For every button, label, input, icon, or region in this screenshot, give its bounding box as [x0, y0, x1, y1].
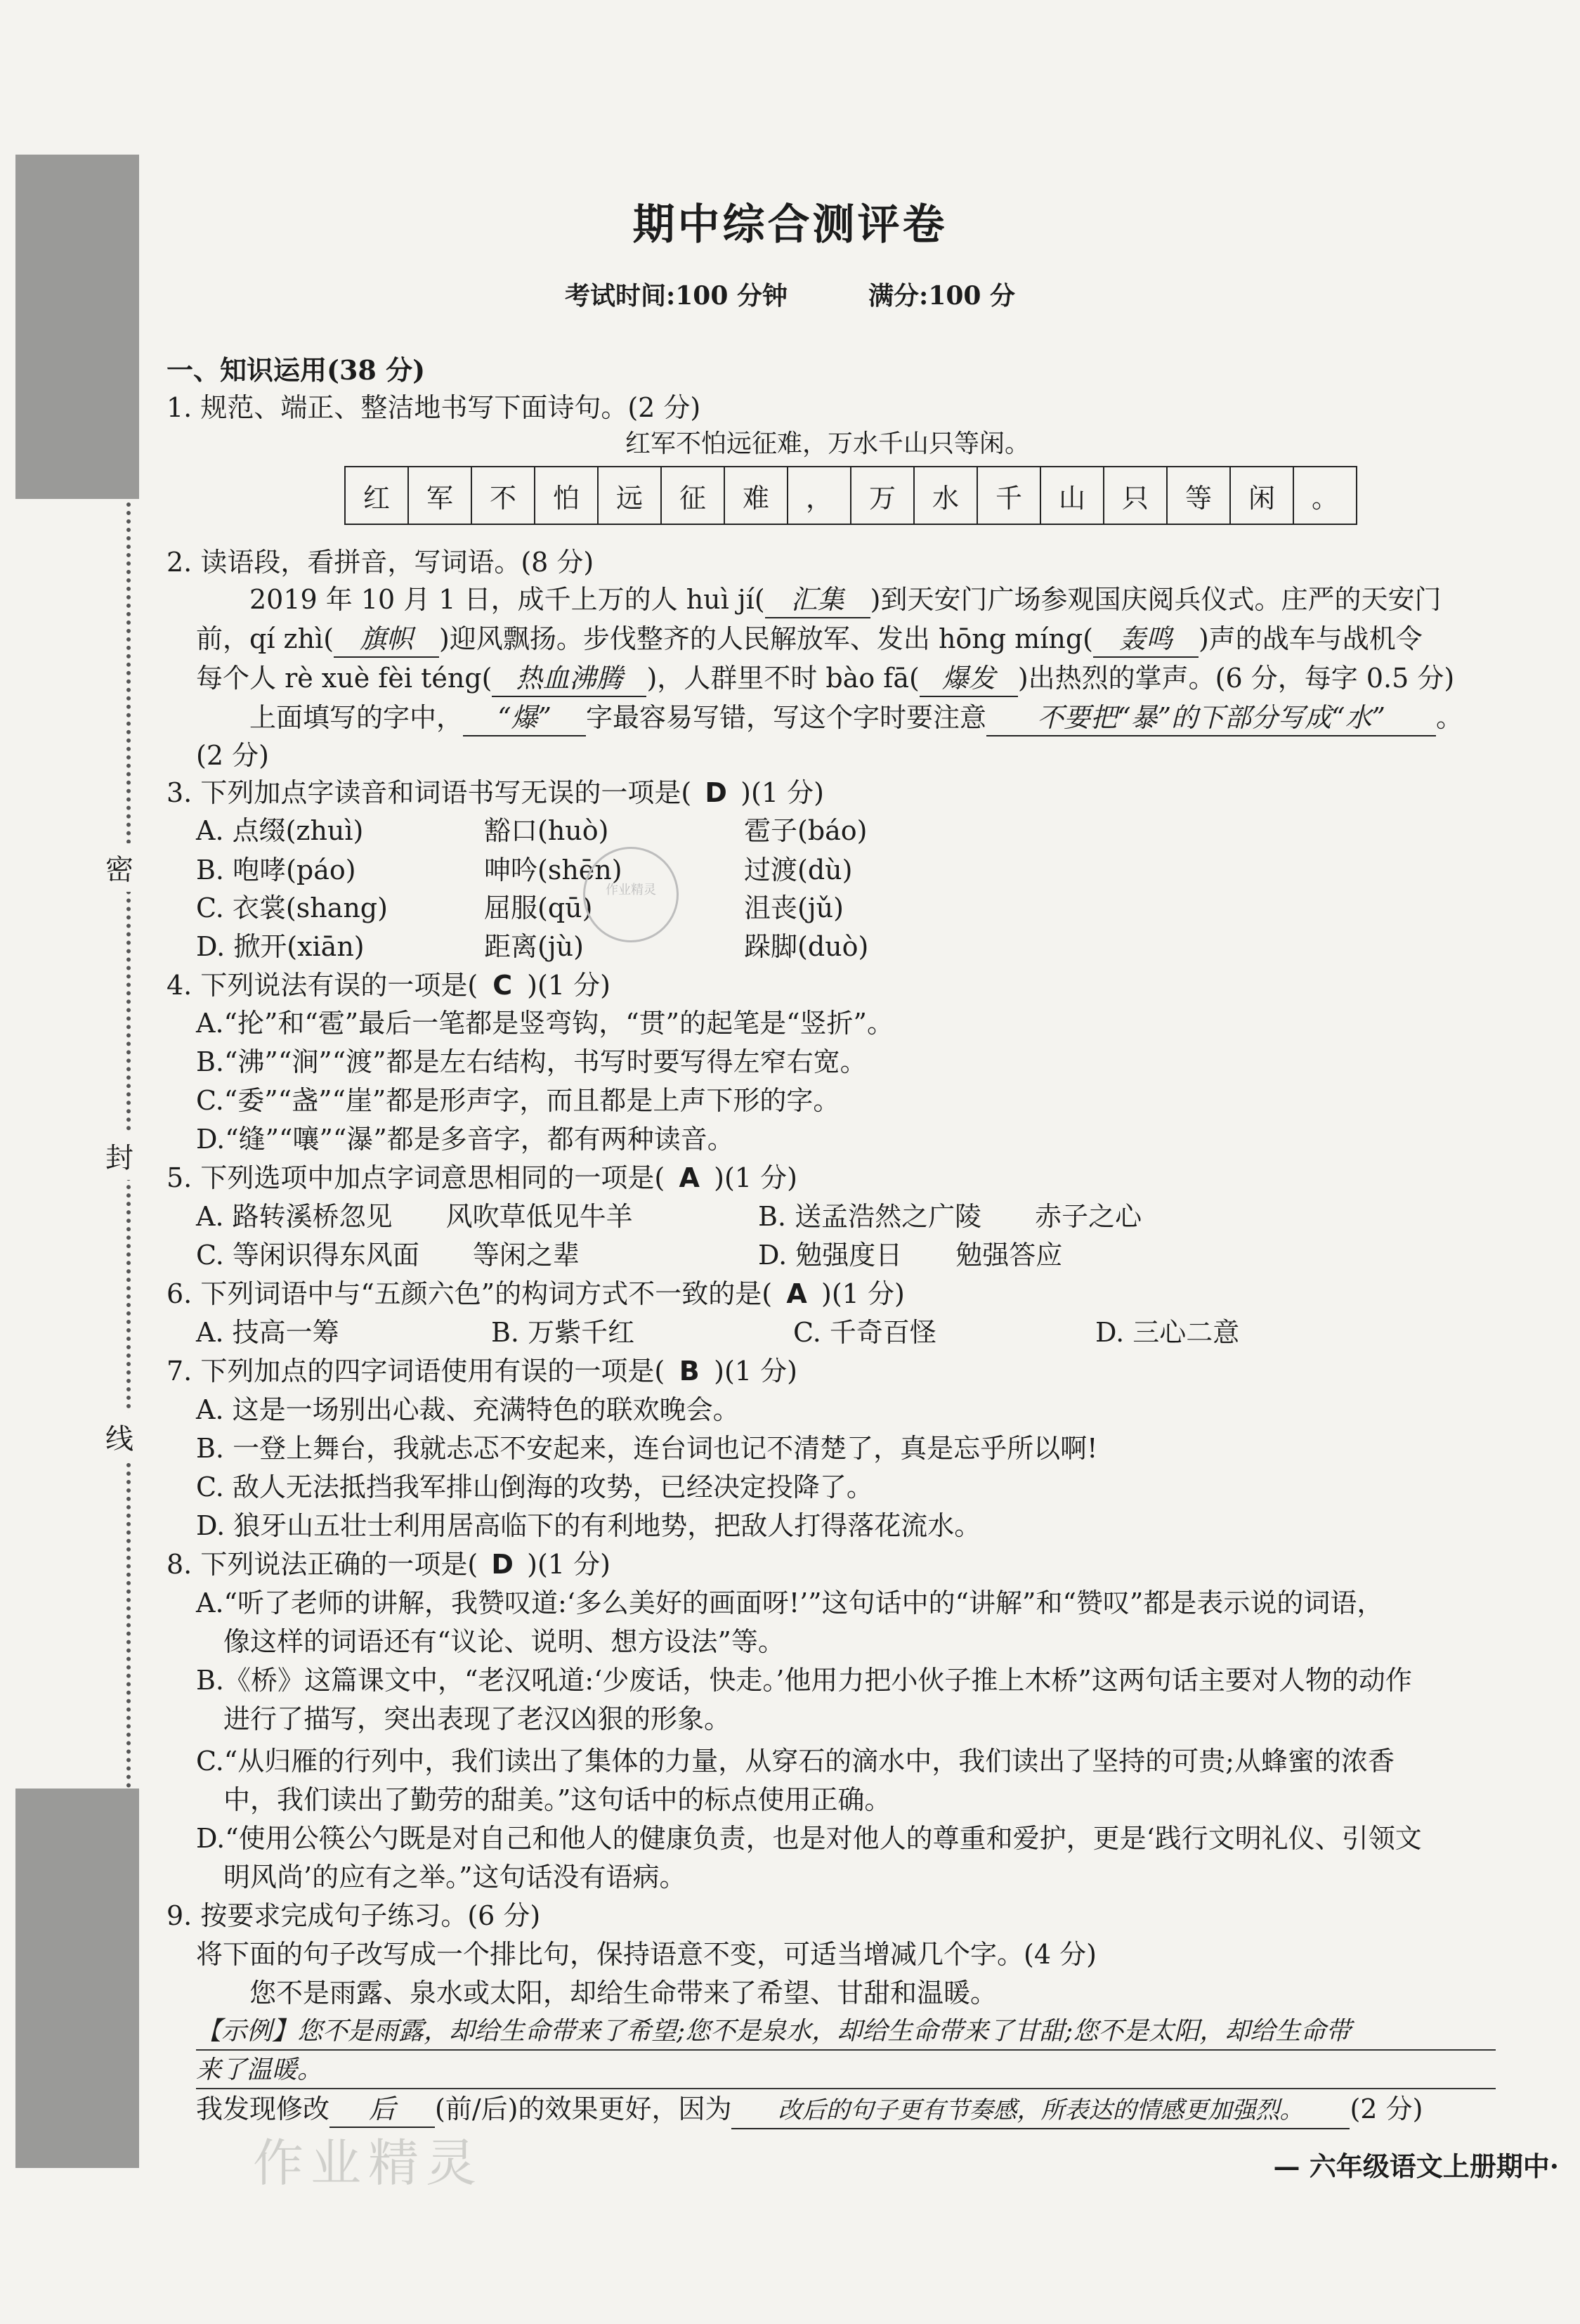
q8-opt-b-line1: B.《桥》这篇课文中，“老汉吼道:‘少废话，快走。’他用力把小伙子推上木桥”这两句话主要对人物的动作 — [196, 1665, 1412, 1696]
watermark-stamp: 作业精灵 — [583, 847, 679, 942]
poem-grid-cell: 水 — [915, 467, 978, 524]
binding-char-feng: 封 — [105, 1131, 133, 1180]
q2-answer-6: “爆” — [463, 700, 586, 736]
q6-options: A. 技高一筹 B. 万紫千红 C. 千奇百怪 D. 三心二意 — [196, 1317, 1240, 1348]
q7-answer: B — [679, 1356, 700, 1387]
q7-opt-a: A. 这是一场别出心裁、充满特色的联欢晚会。 — [196, 1394, 740, 1425]
q5-stem: 5. 下列选项中加点字词意思相同的一项是( A )(1 分) — [167, 1160, 797, 1195]
answer-rule-2 — [196, 2088, 1496, 2089]
exam-score: 满分:100 分 — [868, 281, 1016, 311]
poem-grid-cell: 征 — [662, 467, 725, 524]
poem-grid-cell: 怕 — [535, 467, 599, 524]
q2-answer-7: 不要把“暴”的下部分写成“水” — [986, 700, 1436, 736]
q4-opt-d: D.“缝”“嚷”“瀑”都是多音字，都有两种读音。 — [196, 1124, 734, 1155]
q2-answer-5: 爆发 — [920, 661, 1018, 697]
q8-opt-d-line2: 明风尚’的应有之举。”这句话没有语病。 — [223, 1862, 686, 1893]
q5-row2: C. 等闲识得东风面 等闲之辈 D. 勉强度日 勉强答应 — [196, 1240, 1063, 1271]
q7-stem: 7. 下列加点的四字词语使用有误的一项是( B )(1 分) — [167, 1353, 797, 1389]
q2-answer-1: 汇集 — [765, 582, 870, 618]
q2-line4: 上面填写的字中， “爆” 字最容易写错，写这个字时要注意 不要把“暴”的下部分写成“水” 。 — [249, 700, 1463, 736]
exam-meta — [0, 276, 1580, 312]
q9-example-line1: 【示例】您不是雨露，却给生命带来了希望;您不是泉水，却给生命带来了甘甜;您不是太阳，却给生命带 — [196, 2017, 1352, 2046]
poem-grid-cell: ， — [788, 467, 851, 524]
q2-answer-2: 旗帜 — [334, 621, 439, 658]
page-footer: — 六年级语文上册期中· — [1273, 2150, 1559, 2182]
q9-instruction: 将下面的句子改写成一个排比句，保持语意不变，可适当增减几个字。(4 分) — [196, 1939, 1097, 1970]
q2-line2: 前，qí zhì( 旗帜 )迎风飘扬。步伐整齐的人民解放军、发出 hōng míng( 轰鸣 )声的战车与战机令 — [196, 621, 1423, 658]
poem-grid-cell: 难 — [725, 467, 788, 524]
poem-grid-cell: 。 — [1311, 482, 1338, 514]
q4-opt-b: B.“沸”“涧”“渡”都是左右结构，书写时要写得左窄右宽。 — [196, 1046, 867, 1077]
poem-grid-cell: 军 — [409, 467, 472, 524]
q8-opt-a-line2: 像这样的词语还有“议论、说明、想方设法”等。 — [223, 1626, 785, 1657]
q8-opt-c-line2: 中，我们读出了勤劳的甜美。”这句话中的标点使用正确。 — [223, 1784, 892, 1815]
q9-answer-choice: 后 — [329, 2091, 435, 2128]
q8-stem: 8. 下列说法正确的一项是( D )(1 分) — [167, 1547, 611, 1582]
binding-char-xian: 线 — [105, 1413, 133, 1461]
q3-opt-a: A. 点缀(zhuì) 豁口(huò) 雹子(báo) — [196, 815, 868, 846]
q3-opt-c: C. 衣裳(shang) 屈服(qū) 沮丧(jǔ) — [196, 892, 844, 923]
section-heading: 一、知识运用(38 分) — [167, 354, 426, 386]
q7-opt-c: C. 敌人无法抵挡我军排山倒海的攻势，已经决定投降了。 — [196, 1472, 873, 1502]
q8-opt-c-line1: C.“从归雁的行列中，我们读出了集体的力量，从穿石的滴水中，我们读出了坚持的可贵;从蜂蜜的浓香 — [196, 1746, 1395, 1777]
poem-grid-cell: 山 — [1041, 467, 1104, 524]
q8-answer: D — [491, 1549, 514, 1580]
poem-grid-cell: 万 — [851, 467, 915, 524]
q2-line5: (2 分) — [196, 740, 269, 771]
page-title: 期中综合测评卷 — [632, 200, 948, 249]
q6-stem: 6. 下列词语中与“五颜六色”的构词方式不一致的是( A )(1 分) — [167, 1276, 905, 1311]
poem-grid-cell: 闲 — [1231, 467, 1294, 524]
q1-stem: 1. 规范、端正、整洁地书写下面诗句。(2 分) — [167, 392, 701, 423]
q3-opt-d: D. 掀开(xiān) 距离(jù) 跺脚(duò) — [196, 931, 869, 962]
q3-opt-b: B. 咆哮(páo) 呻吟(shēn) 过渡(dù) — [196, 855, 853, 885]
answer-rule-1 — [196, 2049, 1496, 2051]
q9-final-line: 我发现修改 后 (前/后)的效果更好，因为 改后的句子更有节奏感，所表达的情感更加强烈。 (2 分) — [196, 2091, 1423, 2129]
q2-stem: 2. 读语段，看拼音，写词语。(8 分) — [167, 547, 594, 578]
poem-grid-cell: 只 — [1104, 467, 1168, 524]
q9-stem: 9. 按要求完成句子练习。(6 分) — [167, 1900, 541, 1931]
q6-answer: A — [786, 1278, 807, 1309]
q4-stem: 4. 下列说法有误的一项是( C )(1 分) — [167, 968, 611, 1003]
exam-time: 考试时间:100 分钟 — [564, 281, 788, 311]
q2-line1: 2019 年 10 月 1 日，成千上万的人 huì jí( 汇集 )到天安门广场参观国庆阅兵仪式。庄严的天安门 — [249, 582, 1441, 618]
q8-opt-d-line1: D.“使用公筷公勺既是对自己和他人的健康负责，也是对他人的尊重和爱护，更是‘践行文明礼仪、引领文 — [196, 1823, 1422, 1854]
binding-char-mi: 密 — [105, 843, 133, 892]
q9-sentence: 您不是雨露、泉水或太阳，却给生命带来了希望、甘甜和温暖。 — [249, 1978, 998, 2008]
q7-opt-b: B. 一登上舞台，我就忐忑不安起来，连台词也记不清楚了，真是忘乎所以啊! — [196, 1433, 1098, 1464]
q9-example-line2: 来了温暖。 — [196, 2056, 323, 2084]
poem-grid-cell: 红 — [346, 467, 409, 524]
q8-opt-b-line2: 进行了描写，突出表现了老汉凶狠的形象。 — [223, 1703, 731, 1734]
q9-answer-reason: 改后的句子更有节奏感，所表达的情感更加强烈。 — [731, 2093, 1350, 2129]
q8-opt-a-line1: A.“听了老师的讲解，我赞叹道:‘多么美好的画面呀!’”这句话中的“讲解”和“赞叹”都是表示说的词语， — [196, 1588, 1384, 1618]
poem-grid-cell: 远 — [599, 467, 662, 524]
q2-line3: 每个人 rè xuè fèi téng( 热血沸腾 )，人群里不时 bào fā( 爆发 )出热烈的掌声。(6 分，每字 0.5 分) — [196, 661, 1454, 697]
q3-stem: 3. 下列加点字读音和词语书写无误的一项是( D )(1 分) — [167, 775, 824, 810]
q5-row1: A. 路转溪桥忽见 风吹草低见牛羊 B. 送孟浩然之广陵 赤子之心 — [196, 1201, 1142, 1232]
poem-grid-cell: 不 — [472, 467, 535, 524]
binding-margin-bottom — [15, 1789, 139, 2168]
q4-opt-a: A.“抡”和“雹”最后一笔都是竖弯钩，“贯”的起笔是“竖折”。 — [196, 1008, 894, 1039]
q2-answer-4: 热血沸腾 — [492, 661, 646, 697]
q1-poem: 红军不怕远征难，万水千山只等闲。 — [625, 429, 1031, 458]
poem-grid-cell: 等 — [1168, 467, 1231, 524]
poem-grid-cell: 千 — [978, 467, 1041, 524]
q5-answer: A — [679, 1162, 700, 1193]
q4-answer: C — [492, 970, 513, 1001]
q4-opt-c: C.“委”“盏”“崖”都是形声字，而且都是上声下形的字。 — [196, 1085, 840, 1116]
watermark-text: 作业精灵 — [253, 2134, 484, 2193]
q2-answer-3: 轰鸣 — [1093, 621, 1199, 658]
poem-writing-grid — [344, 466, 1357, 525]
q7-opt-d: D. 狼牙山五壮士利用居高临下的有利地势，把敌人打得落花流水。 — [196, 1510, 981, 1541]
q3-answer: D — [705, 777, 727, 808]
